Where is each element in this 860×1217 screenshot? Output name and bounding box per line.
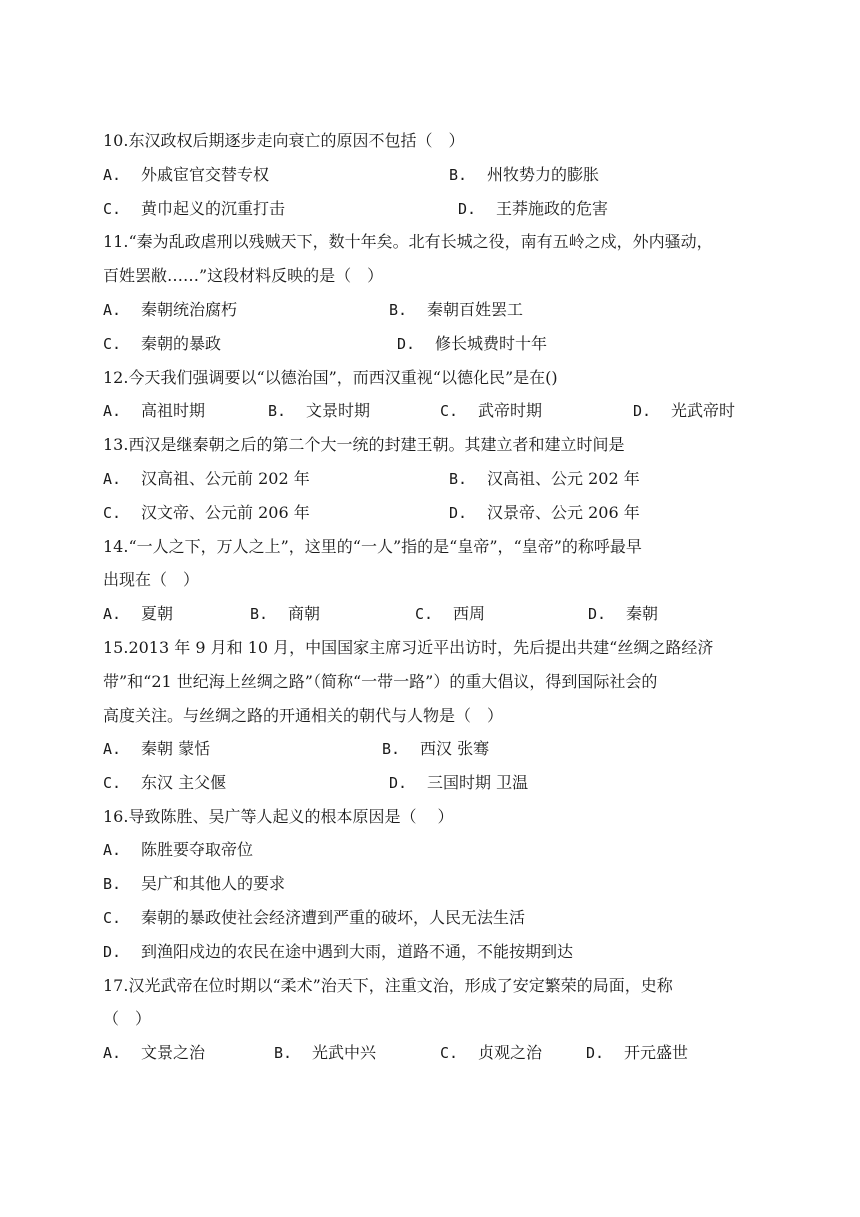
- option-text: 商朝: [288, 604, 321, 623]
- question-15-option-d: [389, 773, 528, 793]
- question-17-option-d: [586, 1043, 688, 1063]
- question-14-option-b: [250, 604, 320, 624]
- option-label: D.: [586, 1044, 605, 1062]
- question-11-stem-line-2: 百姓罢敝……”这段材料反映的是（ ）: [103, 266, 384, 285]
- question-15-stem-line-2: 带”和“21 世纪海上丝绸之路”（简称“一带一路”）的重大倡议，得到国际社会的: [103, 672, 658, 691]
- option-text: 东汉 主父偃: [141, 773, 227, 792]
- option-label: D.: [389, 774, 408, 792]
- option-label: C.: [103, 504, 122, 522]
- question-14-stem-line-1: 14.“一人之下，万人之上”，这里的“一人”指的是“皇帝”，“皇帝”的称呼最早: [103, 537, 642, 556]
- option-label: B.: [250, 605, 269, 623]
- question-15-option-b: [382, 739, 489, 759]
- question-17-option-b: [274, 1043, 376, 1063]
- option-label: D.: [588, 605, 607, 623]
- option-label: D.: [633, 402, 652, 420]
- option-text: 秦朝统治腐朽: [141, 300, 238, 319]
- question-16-option-b: [103, 874, 285, 894]
- option-label: C.: [103, 909, 122, 927]
- option-text: 高祖时期: [141, 401, 206, 420]
- option-text: 汉高祖、公元前 202 年: [141, 469, 310, 488]
- option-label: B.: [274, 1044, 293, 1062]
- question-15-stem-line-1: 15.2013 年 9 月和 10 月，中国国家主席习近平出访时，先后提出共建“丝绸之路经济: [103, 638, 714, 657]
- question-11-option-a: [103, 300, 237, 320]
- question-14-option-c: [415, 604, 485, 624]
- option-label: A.: [103, 470, 122, 488]
- option-label: D.: [458, 200, 477, 218]
- question-17-stem-line-2: （ ）: [103, 1009, 152, 1028]
- question-16-option-c: [103, 908, 525, 928]
- option-label: A.: [103, 402, 122, 420]
- option-text: 贞观之治: [478, 1043, 543, 1062]
- option-label: C.: [103, 774, 122, 792]
- question-16-option-d: [103, 942, 573, 962]
- option-text: 陈胜要夺取帝位: [141, 840, 254, 859]
- option-text: 修长城费时十年: [435, 334, 548, 353]
- option-label: A.: [103, 605, 122, 623]
- option-label: C.: [103, 335, 122, 353]
- question-12-option-a: [103, 401, 205, 421]
- option-text: 西周: [453, 604, 486, 623]
- option-text: 武帝时期: [478, 401, 543, 420]
- option-text: 西汉 张骞: [420, 739, 490, 758]
- option-label: C.: [103, 200, 122, 218]
- option-text: 黄巾起义的沉重打击: [141, 199, 286, 218]
- option-text: 吴广和其他人的要求: [141, 874, 286, 893]
- option-label: B.: [268, 402, 287, 420]
- question-12-stem: 12.今天我们强调要以“以德治国”，而西汉重视“以德化民”是在(): [103, 368, 558, 387]
- question-17-option-a: [103, 1043, 205, 1063]
- option-label: A.: [103, 740, 122, 758]
- option-label: A.: [103, 301, 122, 319]
- question-15-option-a: [103, 739, 210, 759]
- option-text: 开元盛世: [624, 1043, 689, 1062]
- question-12-option-b: [268, 401, 370, 421]
- question-10-option-c: [103, 199, 285, 219]
- option-label: B.: [449, 470, 468, 488]
- option-text: 州牧势力的膨胀: [487, 165, 600, 184]
- question-15-stem-line-3: 高度关注。与丝绸之路的开通相关的朝代与人物是（ ）: [103, 706, 504, 725]
- option-text: 光武中兴: [312, 1043, 377, 1062]
- option-label: B.: [382, 740, 401, 758]
- option-label: B.: [103, 875, 122, 893]
- question-17-stem-line-1: 17.汉光武帝在位时期以“柔术”治天下，注重文治，形成了安定繁荣的局面，史称: [103, 976, 673, 995]
- option-text: 汉景帝、公元 206 年: [487, 503, 640, 522]
- option-text: 文景时期: [306, 401, 371, 420]
- option-label: C.: [440, 402, 459, 420]
- question-10-option-a: [103, 165, 269, 185]
- option-text: 到渔阳戍边的农民在途中遇到大雨，道路不通，不能按期到达: [141, 942, 574, 961]
- question-12-option-d: [633, 401, 735, 421]
- question-14-stem-line-2: 出现在（ ）: [103, 570, 200, 589]
- question-14-option-a: [103, 604, 173, 624]
- option-text: 三国时期 卫温: [427, 773, 529, 792]
- option-label: B.: [449, 166, 468, 184]
- option-text: 汉文帝、公元前 206 年: [141, 503, 310, 522]
- option-text: 光武帝时: [671, 401, 736, 420]
- option-label: B.: [389, 301, 408, 319]
- question-13-stem: 13.西汉是继秦朝之后的第二个大一统的封建王朝。其建立者和建立时间是: [103, 435, 625, 454]
- question-11-option-d: [397, 334, 547, 354]
- question-12-option-c: [440, 401, 542, 421]
- option-text: 秦朝 蒙恬: [141, 739, 211, 758]
- question-11-option-c: [103, 334, 221, 354]
- question-13-option-c: [103, 503, 310, 523]
- option-label: A.: [103, 841, 122, 859]
- option-text: 文景之治: [141, 1043, 206, 1062]
- option-text: 汉高祖、公元 202 年: [487, 469, 640, 488]
- option-text: 外戚宦官交替专权: [141, 165, 270, 184]
- question-17-option-c: [440, 1043, 542, 1063]
- option-label: A.: [103, 1044, 122, 1062]
- option-label: D.: [397, 335, 416, 353]
- option-label: C.: [440, 1044, 459, 1062]
- question-15-option-c: [103, 773, 226, 793]
- question-14-option-d: [588, 604, 658, 624]
- option-text: 秦朝百姓罢工: [427, 300, 524, 319]
- option-text: 秦朝的暴政使社会经济遭到严重的破坏，人民无法生活: [141, 908, 526, 927]
- question-10-option-b: [449, 165, 599, 185]
- question-13-option-a: [103, 469, 310, 489]
- option-text: 秦朝的暴政: [141, 334, 222, 353]
- question-11-option-b: [389, 300, 523, 320]
- option-text: 王莽施政的危害: [496, 199, 609, 218]
- option-label: D.: [449, 504, 468, 522]
- question-13-option-d: [449, 503, 640, 523]
- question-13-option-b: [449, 469, 640, 489]
- option-label: C.: [415, 605, 434, 623]
- question-16-option-a: [103, 840, 253, 860]
- option-label: D.: [103, 943, 122, 961]
- option-text: 夏朝: [141, 604, 174, 623]
- question-10-stem: 10.东汉政权后期逐步走向衰亡的原因不包括（ ）: [103, 131, 465, 150]
- question-11-stem-line-1: 11.“秦为乱政虐刑以残贼天下，数十年矣。北有长城之役，南有五岭之戍，外内骚动，: [103, 232, 713, 251]
- option-text: 秦朝: [626, 604, 659, 623]
- question-10-option-d: [458, 199, 608, 219]
- option-label: A.: [103, 166, 122, 184]
- question-16-stem: 16.导致陈胜、吴广等人起义的根本原因是（ ）: [103, 807, 454, 826]
